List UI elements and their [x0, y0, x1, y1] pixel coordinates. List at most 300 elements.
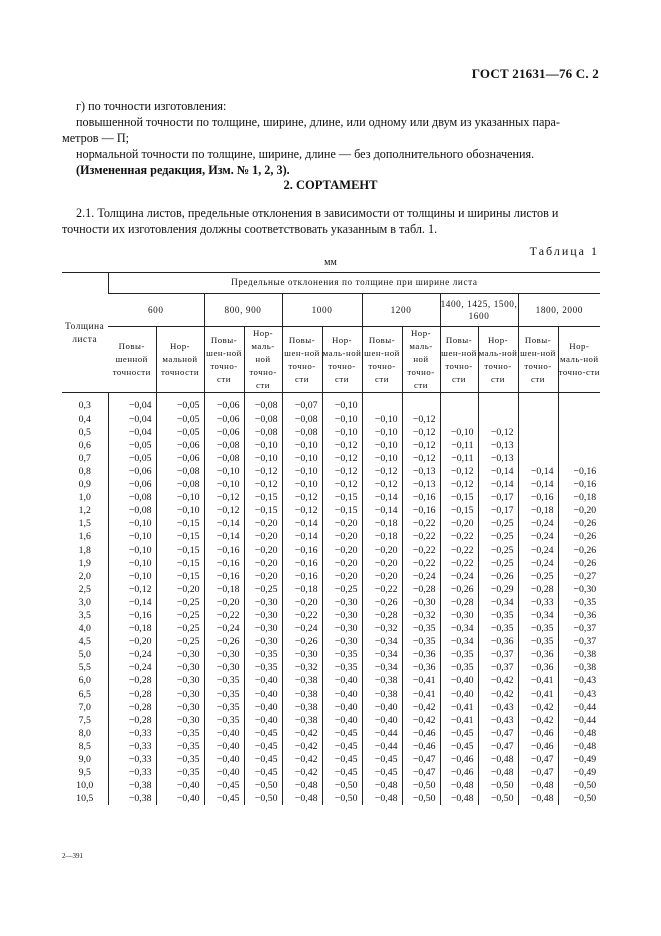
- deviation-cell: −0,10: [108, 557, 156, 570]
- deviation-cell: −0,32: [402, 609, 440, 622]
- deviation-cell: −0,20: [204, 596, 244, 609]
- deviation-cell: −0,12: [282, 504, 322, 517]
- deviation-cell: −0,18: [362, 530, 402, 543]
- deviation-cell: −0,16: [402, 504, 440, 517]
- deviation-cell: −0,45: [204, 792, 244, 805]
- deviation-cell: −0,35: [518, 635, 558, 648]
- thickness-cell: 8,5: [78, 740, 91, 752]
- deviation-cell: −0,40: [362, 714, 402, 727]
- deviation-cell: −0,12: [402, 413, 440, 426]
- deviation-cell: −0,15: [440, 491, 478, 504]
- deviation-cell: −0,15: [440, 504, 478, 517]
- width-header-4: 1400, 1425, 1500, 1600: [440, 294, 518, 327]
- deviation-cell: −0,38: [558, 661, 600, 674]
- deviation-cell: −0,46: [518, 727, 558, 740]
- deviation-cell: −0,49: [558, 753, 600, 766]
- table-row: [62, 465, 600, 478]
- deviation-cell: −0,16: [204, 570, 244, 583]
- table-row: [62, 583, 600, 596]
- deviation-cell: −0,15: [156, 544, 204, 557]
- deviation-cell: −0,50: [402, 779, 440, 792]
- deviation-cell: −0,30: [440, 609, 478, 622]
- deviation-cell: −0,16: [518, 491, 558, 504]
- deviation-cell: −0,50: [558, 792, 600, 805]
- deviation-cell: −0,35: [156, 753, 204, 766]
- table-row: [62, 557, 600, 570]
- deviation-cell: −0,40: [322, 714, 362, 727]
- deviation-cell: −0,45: [244, 753, 282, 766]
- width-header-0: 600: [108, 294, 204, 327]
- deviation-cell: −0,11: [440, 439, 478, 452]
- deviation-cell: −0,25: [156, 609, 204, 622]
- deviation-cell: −0,30: [204, 648, 244, 661]
- intro-line-4: нормальной точности по толщине, ширине, длине — без дополнительного обозначения.: [76, 147, 535, 161]
- thickness-cell: 1,2: [78, 505, 91, 517]
- deviation-cell: −0,35: [518, 622, 558, 635]
- thickness-cell: 7,0: [78, 701, 91, 713]
- deviation-cell: −0,10: [108, 517, 156, 530]
- deviation-cell: −0,38: [362, 674, 402, 687]
- deviation-cell: −0,06: [108, 478, 156, 491]
- deviation-cell: −0,35: [402, 622, 440, 635]
- deviation-cell: −0,30: [322, 635, 362, 648]
- deviation-cell: −0,35: [478, 622, 518, 635]
- deviation-cell: −0,10: [282, 465, 322, 478]
- deviation-cell: −0,40: [362, 701, 402, 714]
- deviation-cell: −0,28: [518, 583, 558, 596]
- deviation-cell: −0,35: [204, 688, 244, 701]
- deviation-cell: −0,28: [440, 596, 478, 609]
- deviation-cell: −0,37: [558, 635, 600, 648]
- thickness-cell: 1,8: [78, 544, 91, 556]
- deviation-cell: −0,48: [558, 740, 600, 753]
- thickness-header: Толщина листа: [62, 273, 108, 393]
- deviation-cell: −0,16: [558, 478, 600, 491]
- deviation-cell: −0,20: [440, 517, 478, 530]
- deviation-cell: −0,06: [108, 465, 156, 478]
- deviation-cell: −0,45: [362, 766, 402, 779]
- thickness-cell: 0,9: [78, 479, 91, 491]
- tolerance-table: [62, 272, 600, 805]
- deviation-cell: −0,07: [282, 393, 322, 413]
- deviation-cell: −0,10: [322, 413, 362, 426]
- deviation-cell: −0,06: [156, 452, 204, 465]
- deviation-cell: −0,48: [282, 779, 322, 792]
- deviation-cell: −0,22: [402, 530, 440, 543]
- deviation-cell: −0,47: [402, 766, 440, 779]
- deviation-cell: −0,16: [204, 557, 244, 570]
- deviation-cell: −0,38: [282, 714, 322, 727]
- deviation-cell: −0,44: [362, 740, 402, 753]
- deviation-cell: −0,26: [558, 557, 600, 570]
- deviation-cell: −0,26: [282, 635, 322, 648]
- para-2-1-line-2: точности их изготовления должны соответствовать указанным в табл. 1.: [62, 222, 438, 236]
- deviation-cell: −0,22: [282, 609, 322, 622]
- deviation-cell: −0,41: [440, 714, 478, 727]
- deviation-cell: [518, 413, 558, 426]
- deviation-cell: −0,35: [244, 661, 282, 674]
- deviation-cell: −0,16: [402, 491, 440, 504]
- deviation-cell: −0,12: [322, 452, 362, 465]
- deviation-cell: −0,15: [156, 570, 204, 583]
- deviation-cell: −0,10: [362, 452, 402, 465]
- deviation-cell: −0,35: [440, 661, 478, 674]
- deviation-cell: −0,10: [108, 544, 156, 557]
- deviation-cell: −0,20: [282, 596, 322, 609]
- deviation-cell: −0,40: [156, 792, 204, 805]
- deviation-cell: −0,46: [402, 740, 440, 753]
- deviation-cell: −0,25: [156, 596, 204, 609]
- deviation-cell: −0,42: [282, 766, 322, 779]
- table-row: [62, 491, 600, 504]
- deviation-cell: −0,20: [322, 517, 362, 530]
- deviation-cell: −0,40: [204, 766, 244, 779]
- deviation-cell: −0,37: [478, 648, 518, 661]
- deviation-cell: −0,14: [204, 517, 244, 530]
- deviation-cell: −0,20: [362, 557, 402, 570]
- table-row: [62, 413, 600, 426]
- deviation-cell: −0,10: [322, 393, 362, 413]
- deviation-cell: −0,15: [244, 504, 282, 517]
- thickness-cell: 4,0: [78, 623, 91, 635]
- deviation-cell: −0,30: [156, 661, 204, 674]
- deviation-cell: −0,22: [440, 544, 478, 557]
- para-2-1-line-1: 2.1. Толщина листов, предельные отклонения в зависимости от толщины и ширины листов и: [76, 206, 559, 220]
- table-row: [62, 517, 600, 530]
- deviation-cell: −0,37: [478, 661, 518, 674]
- deviation-cell: −0,30: [156, 674, 204, 687]
- increased-accuracy-header-3: Повы-шен-ной точно-сти: [362, 327, 402, 393]
- table-number: Таблица 1: [529, 244, 599, 258]
- deviation-cell: −0,24: [402, 570, 440, 583]
- deviation-cell: −0,12: [204, 491, 244, 504]
- deviation-cell: −0,46: [440, 753, 478, 766]
- deviation-cell: −0,36: [518, 648, 558, 661]
- deviation-cell: −0,17: [478, 491, 518, 504]
- deviation-cell: −0,35: [322, 661, 362, 674]
- deviation-cell: −0,41: [518, 674, 558, 687]
- deviation-cell: −0,25: [478, 557, 518, 570]
- table-row: [62, 504, 600, 517]
- deviation-cell: −0,41: [440, 701, 478, 714]
- deviation-cell: −0,24: [204, 622, 244, 635]
- deviation-cell: −0,26: [204, 635, 244, 648]
- table-row: [62, 648, 600, 661]
- deviation-cell: −0,14: [518, 465, 558, 478]
- deviation-cell: −0,42: [282, 753, 322, 766]
- deviation-cell: −0,08: [204, 439, 244, 452]
- deviation-cell: −0,06: [204, 413, 244, 426]
- deviation-cell: −0,18: [108, 622, 156, 635]
- increased-accuracy-header-2: Повы-шен-ной точно-сти: [282, 327, 322, 393]
- deviation-cell: −0,35: [204, 714, 244, 727]
- deviation-cell: −0,12: [108, 583, 156, 596]
- table-row: [62, 478, 600, 491]
- table-row: [62, 714, 600, 727]
- deviation-cell: −0,42: [478, 688, 518, 701]
- thickness-cell: 3,5: [78, 609, 91, 621]
- deviation-cell: −0,22: [402, 517, 440, 530]
- deviation-cell: −0,45: [362, 753, 402, 766]
- deviation-cell: −0,35: [156, 727, 204, 740]
- thickness-cell: 10,5: [76, 793, 94, 805]
- deviation-cell: −0,14: [518, 478, 558, 491]
- deviation-cell: −0,12: [402, 439, 440, 452]
- deviation-cell: −0,50: [322, 779, 362, 792]
- deviation-cell: −0,43: [558, 674, 600, 687]
- deviation-cell: −0,25: [322, 583, 362, 596]
- deviation-cell: [402, 393, 440, 413]
- deviation-cell: −0,40: [440, 674, 478, 687]
- deviation-cell: [558, 393, 600, 413]
- increased-accuracy-header-5: Повы-шен-ной точно-сти: [518, 327, 558, 393]
- increased-accuracy-header-0: Повы-шенной точности: [108, 327, 156, 393]
- deviation-cell: −0,30: [156, 714, 204, 727]
- deviation-cell: −0,15: [244, 491, 282, 504]
- deviation-cell: −0,24: [518, 530, 558, 543]
- deviation-cell: −0,10: [204, 478, 244, 491]
- deviation-cell: [518, 439, 558, 452]
- deviation-cell: −0,15: [156, 557, 204, 570]
- deviation-cell: −0,45: [322, 753, 362, 766]
- deviation-cell: −0,42: [282, 727, 322, 740]
- intro-line-2: повышенной точности по толщине, ширине, длине, или одному или двум из указанных пара-: [76, 115, 560, 129]
- deviation-cell: −0,25: [478, 544, 518, 557]
- width-header-2: 1000: [282, 294, 362, 327]
- deviation-cell: −0,45: [244, 766, 282, 779]
- deviation-cell: −0,06: [204, 426, 244, 439]
- thickness-cell: 1,9: [78, 557, 91, 569]
- deviation-cell: −0,10: [362, 439, 402, 452]
- deviation-cell: −0,35: [402, 635, 440, 648]
- increased-accuracy-header-1: Повы-шен-ной точно-сти: [204, 327, 244, 393]
- deviation-cell: −0,45: [244, 727, 282, 740]
- deviation-cell: −0,14: [282, 530, 322, 543]
- deviation-cell: −0,14: [478, 478, 518, 491]
- deviation-cell: −0,30: [156, 648, 204, 661]
- deviation-cell: −0,10: [108, 530, 156, 543]
- deviation-cell: −0,41: [402, 674, 440, 687]
- deviation-cell: −0,46: [518, 740, 558, 753]
- thickness-cell: 0,7: [78, 452, 91, 464]
- deviation-cell: −0,32: [362, 622, 402, 635]
- deviation-cell: −0,15: [322, 504, 362, 517]
- deviation-cell: −0,12: [322, 478, 362, 491]
- table-row: [62, 766, 600, 779]
- deviation-cell: −0,22: [440, 557, 478, 570]
- deviation-cell: −0,36: [478, 635, 518, 648]
- deviation-cell: −0,40: [244, 701, 282, 714]
- deviation-cell: −0,04: [108, 426, 156, 439]
- deviation-cell: −0,16: [108, 609, 156, 622]
- deviation-cell: −0,45: [322, 727, 362, 740]
- deviation-cell: −0,14: [282, 517, 322, 530]
- deviation-cell: −0,40: [156, 779, 204, 792]
- deviation-cell: −0,15: [156, 517, 204, 530]
- deviation-cell: −0,35: [156, 766, 204, 779]
- deviation-cell: −0,49: [558, 766, 600, 779]
- deviation-cell: −0,33: [108, 727, 156, 740]
- table-row: [62, 753, 600, 766]
- deviation-cell: −0,25: [518, 570, 558, 583]
- table-row: [62, 452, 600, 465]
- deviation-cell: −0,35: [558, 596, 600, 609]
- deviation-cell: −0,11: [440, 452, 478, 465]
- deviation-cell: −0,20: [362, 570, 402, 583]
- deviation-cell: −0,30: [322, 609, 362, 622]
- paragraph-2-1: [62, 205, 599, 237]
- thickness-cell: 9,0: [78, 754, 91, 765]
- deviation-cell: −0,43: [558, 688, 600, 701]
- thickness-cell: 6,5: [78, 688, 91, 700]
- deviation-cell: −0,10: [204, 465, 244, 478]
- deviation-cell: −0,45: [440, 727, 478, 740]
- deviation-cell: −0,34: [440, 635, 478, 648]
- table-row: [62, 622, 600, 635]
- deviation-cell: −0,33: [108, 740, 156, 753]
- deviation-cell: −0,34: [362, 661, 402, 674]
- deviation-cell: −0,20: [558, 504, 600, 517]
- table-row: [62, 530, 600, 543]
- deviation-cell: −0,50: [478, 779, 518, 792]
- deviation-cell: [478, 393, 518, 413]
- deviation-cell: −0,50: [322, 792, 362, 805]
- deviation-cell: −0,24: [440, 570, 478, 583]
- deviation-cell: −0,26: [558, 544, 600, 557]
- deviation-cell: −0,05: [108, 439, 156, 452]
- deviation-cell: −0,08: [204, 452, 244, 465]
- thickness-cell: 0,4: [78, 413, 91, 425]
- deviation-cell: −0,18: [518, 504, 558, 517]
- deviation-cell: −0,12: [440, 465, 478, 478]
- deviation-cell: −0,14: [362, 504, 402, 517]
- deviation-cell: −0,35: [156, 740, 204, 753]
- deviation-cell: −0,16: [282, 544, 322, 557]
- deviation-cell: −0,22: [440, 530, 478, 543]
- thickness-cell: 8,0: [78, 727, 91, 739]
- deviation-cell: −0,38: [108, 792, 156, 805]
- deviation-cell: −0,45: [244, 740, 282, 753]
- deviation-cell: −0,40: [322, 674, 362, 687]
- deviation-cell: −0,04: [108, 393, 156, 413]
- table-row: [62, 609, 600, 622]
- deviation-cell: −0,45: [440, 740, 478, 753]
- deviation-cell: −0,10: [362, 426, 402, 439]
- deviation-cell: −0,44: [362, 727, 402, 740]
- deviation-cell: −0,50: [478, 792, 518, 805]
- deviation-cell: −0,20: [244, 517, 282, 530]
- deviation-cell: −0,50: [558, 779, 600, 792]
- deviation-cell: −0,47: [478, 740, 518, 753]
- deviation-cell: −0,38: [362, 688, 402, 701]
- deviation-cell: −0,14: [204, 530, 244, 543]
- deviation-cell: −0,15: [156, 530, 204, 543]
- deviation-cell: −0,38: [282, 674, 322, 687]
- deviation-cell: −0,25: [478, 517, 518, 530]
- deviation-cell: −0,30: [244, 596, 282, 609]
- deviation-cell: −0,12: [440, 478, 478, 491]
- deviation-cell: −0,20: [244, 530, 282, 543]
- deviation-cell: −0,22: [402, 557, 440, 570]
- thickness-cell: 7,5: [78, 714, 91, 726]
- deviation-cell: −0,30: [558, 583, 600, 596]
- normal-accuracy-header-2: Нор-маль-ной точно-сти: [322, 327, 362, 393]
- deviation-cell: −0,36: [558, 609, 600, 622]
- deviation-cell: −0,30: [204, 661, 244, 674]
- deviation-cell: −0,08: [244, 413, 282, 426]
- deviation-cell: −0,10: [244, 439, 282, 452]
- normal-accuracy-header-1: Нор-маль-ной точно-сти: [244, 327, 282, 393]
- deviation-cell: −0,41: [518, 688, 558, 701]
- deviation-cell: −0,10: [244, 452, 282, 465]
- deviation-cell: −0,34: [362, 635, 402, 648]
- deviation-cell: [440, 413, 478, 426]
- table-row: [62, 674, 600, 687]
- thickness-cell: 4,5: [78, 636, 91, 648]
- deviation-cell: −0,24: [518, 557, 558, 570]
- table-row: [62, 779, 600, 792]
- deviation-cell: −0,14: [478, 465, 518, 478]
- deviation-cell: −0,24: [108, 648, 156, 661]
- deviation-cell: −0,42: [518, 714, 558, 727]
- deviation-cell: −0,26: [558, 517, 600, 530]
- thickness-cell: 0,3: [78, 400, 91, 412]
- table-row: [62, 439, 600, 452]
- width-header-5: 1800, 2000: [518, 294, 600, 327]
- deviation-cell: −0,22: [362, 583, 402, 596]
- deviation-cell: −0,28: [402, 583, 440, 596]
- normal-accuracy-header-5: Нор-маль-ной точно-сти: [558, 327, 600, 393]
- deviation-cell: −0,48: [518, 779, 558, 792]
- deviation-cell: −0,22: [402, 544, 440, 557]
- thickness-cell: 0,6: [78, 439, 91, 451]
- deviation-cell: −0,06: [156, 439, 204, 452]
- deviation-cell: −0,13: [402, 478, 440, 491]
- deviation-cell: −0,36: [402, 648, 440, 661]
- deviation-cell: −0,13: [478, 439, 518, 452]
- deviation-cell: −0,12: [244, 478, 282, 491]
- deviation-cell: −0,20: [322, 570, 362, 583]
- deviation-cell: −0,28: [108, 714, 156, 727]
- deviation-cell: −0,34: [518, 609, 558, 622]
- deviation-cell: −0,48: [558, 727, 600, 740]
- deviation-cell: −0,29: [478, 583, 518, 596]
- deviation-cell: −0,18: [558, 491, 600, 504]
- table-units: мм: [324, 257, 337, 268]
- deviation-cell: −0,24: [518, 517, 558, 530]
- thickness-cell: 5,5: [78, 662, 91, 674]
- deviation-cell: −0,43: [478, 714, 518, 727]
- deviation-cell: −0,42: [518, 701, 558, 714]
- deviation-cell: −0,18: [362, 517, 402, 530]
- deviation-cell: −0,40: [322, 701, 362, 714]
- deviation-cell: −0,34: [362, 648, 402, 661]
- deviation-cell: −0,08: [244, 393, 282, 413]
- deviation-cell: −0,08: [156, 478, 204, 491]
- deviation-cell: −0,24: [518, 544, 558, 557]
- thickness-cell: 1,0: [78, 492, 91, 504]
- deviation-cell: −0,16: [558, 465, 600, 478]
- deviation-cell: −0,20: [156, 583, 204, 596]
- deviation-cell: −0,28: [108, 701, 156, 714]
- deviation-cell: [558, 452, 600, 465]
- deviation-cell: −0,47: [478, 727, 518, 740]
- deviation-cell: [558, 439, 600, 452]
- table-row: [62, 661, 600, 674]
- deviation-cell: −0,41: [402, 688, 440, 701]
- deviation-cell: −0,17: [478, 504, 518, 517]
- deviation-cell: −0,40: [244, 688, 282, 701]
